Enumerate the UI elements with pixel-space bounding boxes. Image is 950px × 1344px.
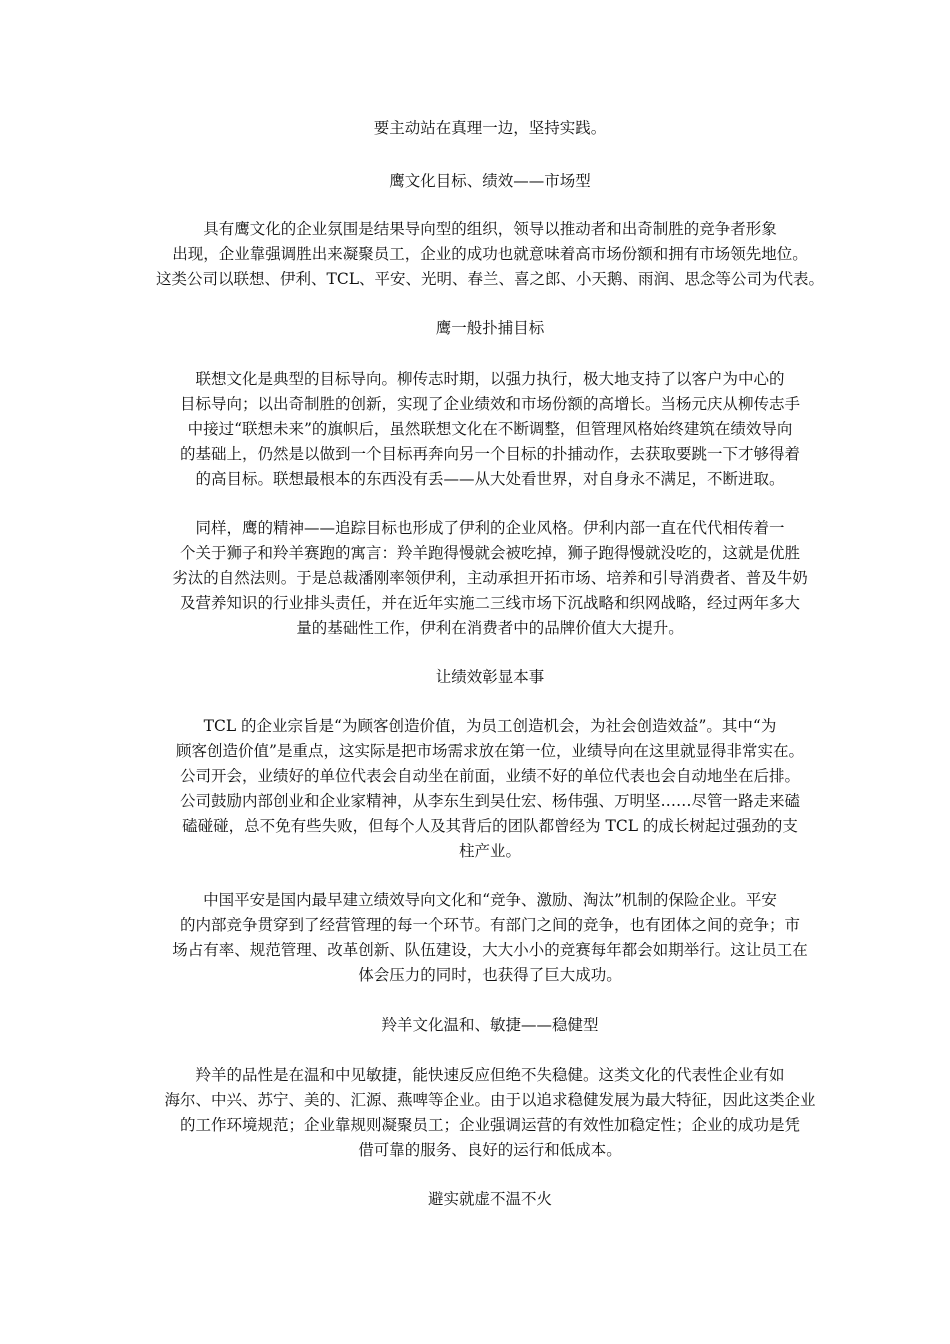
text-line: TCL 的企业宗旨是“为顾客创造价值，为员工创造机会，为社会创造效益”。其中“为 bbox=[203, 717, 777, 735]
text-line: 公司开会，业绩好的单位代表会自动坐在前面，业绩不好的单位代表也会自动地坐在后排。 bbox=[179, 767, 800, 785]
section-heading: 避实就虚不温不火 bbox=[427, 1190, 552, 1208]
section-heading: 让绩效彰显本事 bbox=[435, 668, 545, 686]
text-line: 的高目标。联想最根本的东西没有丢——从大处看世界，对自身永不满足，不断进取。 bbox=[195, 470, 785, 488]
text-line: 中接过“联想未来”的旗帜后，虽然联想文化在不断调整，但管理风格始终建筑在绩效导向 bbox=[187, 420, 793, 438]
text-line: 顾客创造价值”是重点，这实际是把市场需求放在第一位，业绩导向在这里就显得非常实在。 bbox=[176, 742, 804, 760]
text-line: 海尔、中兴、苏宁、美的、汇源、燕啤等企业。由于以追求稳健发展为最大特征，因此这类企业 bbox=[164, 1091, 816, 1109]
section-heading: 鹰一般扑捕目标 bbox=[435, 319, 545, 337]
text-line: 目标导向；以出奇制胜的创新，实现了企业绩效和市场份额的高增长。当杨元庆从柳传志手 bbox=[179, 395, 800, 413]
text-line: 公司鼓励内部创业和企业家精神，从李东生到吴仕宏、杨伟强、万明坚……尽管一路走来磕 bbox=[179, 792, 800, 810]
text-line: 的内部竞争贯穿到了经营管理的每一个环节。有部门之间的竞争，也有团体之间的竞争；市 bbox=[179, 916, 800, 934]
section-heading: 羚羊文化温和、敏捷——稳健型 bbox=[381, 1016, 599, 1034]
text-line: 体会压力的同时，也获得了巨大成功。 bbox=[358, 966, 622, 984]
text-line: 及营养知识的行业排头责任，并在近年实施二三线市场下沉战略和织网战略，经过两年多大 bbox=[179, 594, 800, 612]
text-line: 的工作环境规范；企业靠规则凝聚员工；企业强调运营的有效性加稳定性；企业的成功是凭 bbox=[179, 1116, 800, 1134]
text-line: 个关于狮子和羚羊赛跑的寓言：羚羊跑得慢就会被吃掉，狮子跑得慢就没吃的，这就是优胜 bbox=[179, 544, 800, 562]
text-line: 量的基础性工作，伊利在消费者中的品牌价值大大提升。 bbox=[296, 619, 684, 637]
text-line: 羚羊的品性是在温和中见敏捷，能快速反应但绝不失稳健。这类文化的代表性企业有如 bbox=[195, 1066, 785, 1084]
text-line: 这类公司以联想、伊利、TCL、平安、光明、春兰、喜之郎、小天鹅、雨润、思念等公司为代表。 bbox=[156, 270, 824, 288]
section-heading: 鹰文化目标、绩效——市场型 bbox=[389, 172, 591, 190]
text-line: 具有鹰文化的企业氛围是结果导向型的组织，领导以推动者和出奇制胜的竞争者形象 bbox=[203, 220, 777, 238]
text-line: 磕碰碰，总不免有些失败，但每个人及其背后的团队都曾经为 TCL 的成长树起过强劲的支 bbox=[182, 817, 798, 835]
text-line: 同样，鹰的精神——追踪目标也形成了伊利的企业风格。伊利内部一直在代代相传着一 bbox=[195, 519, 785, 537]
text-line: 联想文化是典型的目标导向。柳传志时期，以强力执行，极大地支持了以客户为中心的 bbox=[195, 370, 785, 388]
text-line: 的基础上，仍然是以做到一个目标再奔向另一个目标的扑捕动作，去获取要跳一下才够得着 bbox=[179, 445, 800, 463]
text-line: 柱产业。 bbox=[458, 842, 521, 860]
text-line: 要主动站在真理一边，坚持实践。 bbox=[373, 119, 607, 137]
text-line: 中国平安是国内最早建立绩效导向文化和“竞争、激励、淘汰”机制的保险企业。平安 bbox=[203, 891, 777, 909]
text-line: 劣汰的自然法则。于是总裁潘刚率领伊利，主动承担开拓市场、培养和引导消费者、普及牛奶 bbox=[172, 569, 808, 587]
text-line: 出现，企业靠强调胜出来凝聚员工，企业的成功也就意味着高市场份额和拥有市场领先地位。 bbox=[172, 245, 808, 263]
text-line: 场占有率、规范管理、改革创新、队伍建设，大大小小的竞赛每年都会如期举行。这让员工在 bbox=[172, 941, 808, 959]
text-line: 借可靠的服务、良好的运行和低成本。 bbox=[358, 1141, 622, 1159]
